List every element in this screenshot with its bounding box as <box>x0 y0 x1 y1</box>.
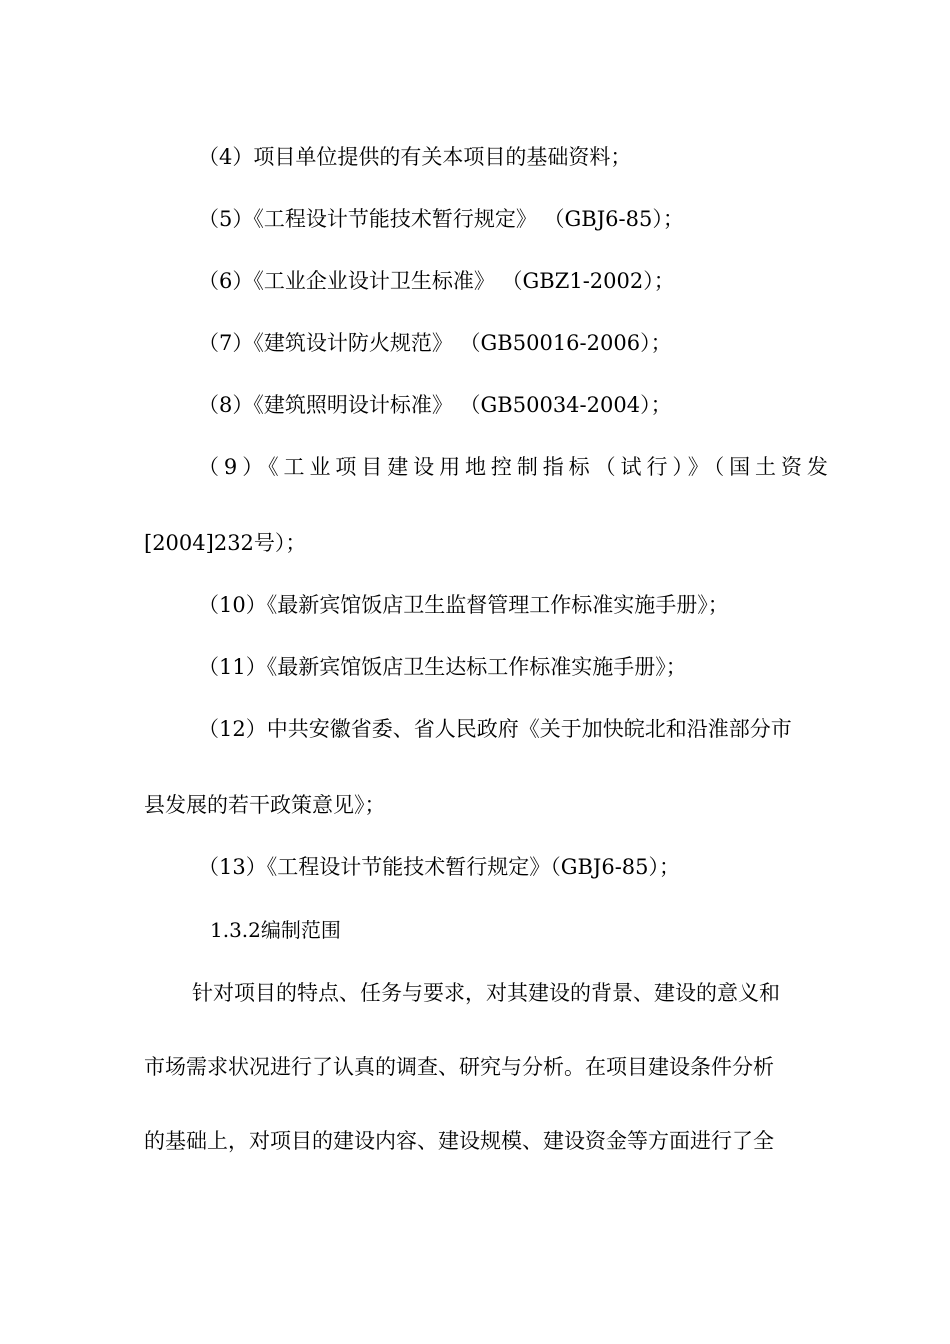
reference-item-13: （13）《工程设计节能技术暂行规定》（GBJ6-85）； <box>198 855 681 879</box>
paragraph-line-3: 的基础上，对项目的建设内容、建设规模、建设资金等方面进行了全 <box>144 1129 774 1153</box>
reference-item-8: （8）《建筑照明设计标准》 （GB50034-2004）； <box>198 393 672 417</box>
reference-item-4: （4）项目单位提供的有关本项目的基础资料； <box>198 145 632 169</box>
reference-item-9-continued: [2004]232号）； <box>144 531 307 555</box>
paragraph-line-2: 市场需求状况进行了认真的调查、研究与分析。在项目建设条件分析 <box>144 1055 774 1079</box>
reference-item-10: （10）《最新宾馆饭店卫生监督管理工作标准实施手册》； <box>198 593 729 617</box>
reference-item-11: （11）《最新宾馆饭店卫生达标工作标准实施手册》； <box>198 655 687 679</box>
section-heading: 1.3.2编制范围 <box>210 918 341 942</box>
reference-item-9: （9）《工业项目建设用地控制指标（试行）》（国土资发 <box>198 455 833 479</box>
reference-item-12: （12）中共安徽省委、省人民政府《关于加快皖北和沿淮部分市 <box>198 717 792 741</box>
reference-item-12-continued: 县发展的若干政策意见》； <box>144 793 386 817</box>
reference-item-7: （7）《建筑设计防火规范》 （GB50016-2006）； <box>198 331 672 355</box>
paragraph-line-1: 针对项目的特点、任务与要求，对其建设的背景、建设的意义和 <box>192 981 780 1005</box>
reference-item-5: （5）《工程设计节能技术暂行规定》 （GBJ6-85）； <box>198 207 684 231</box>
reference-item-6: （6）《工业企业设计卫生标准》 （GBZ1-2002）； <box>198 269 675 293</box>
